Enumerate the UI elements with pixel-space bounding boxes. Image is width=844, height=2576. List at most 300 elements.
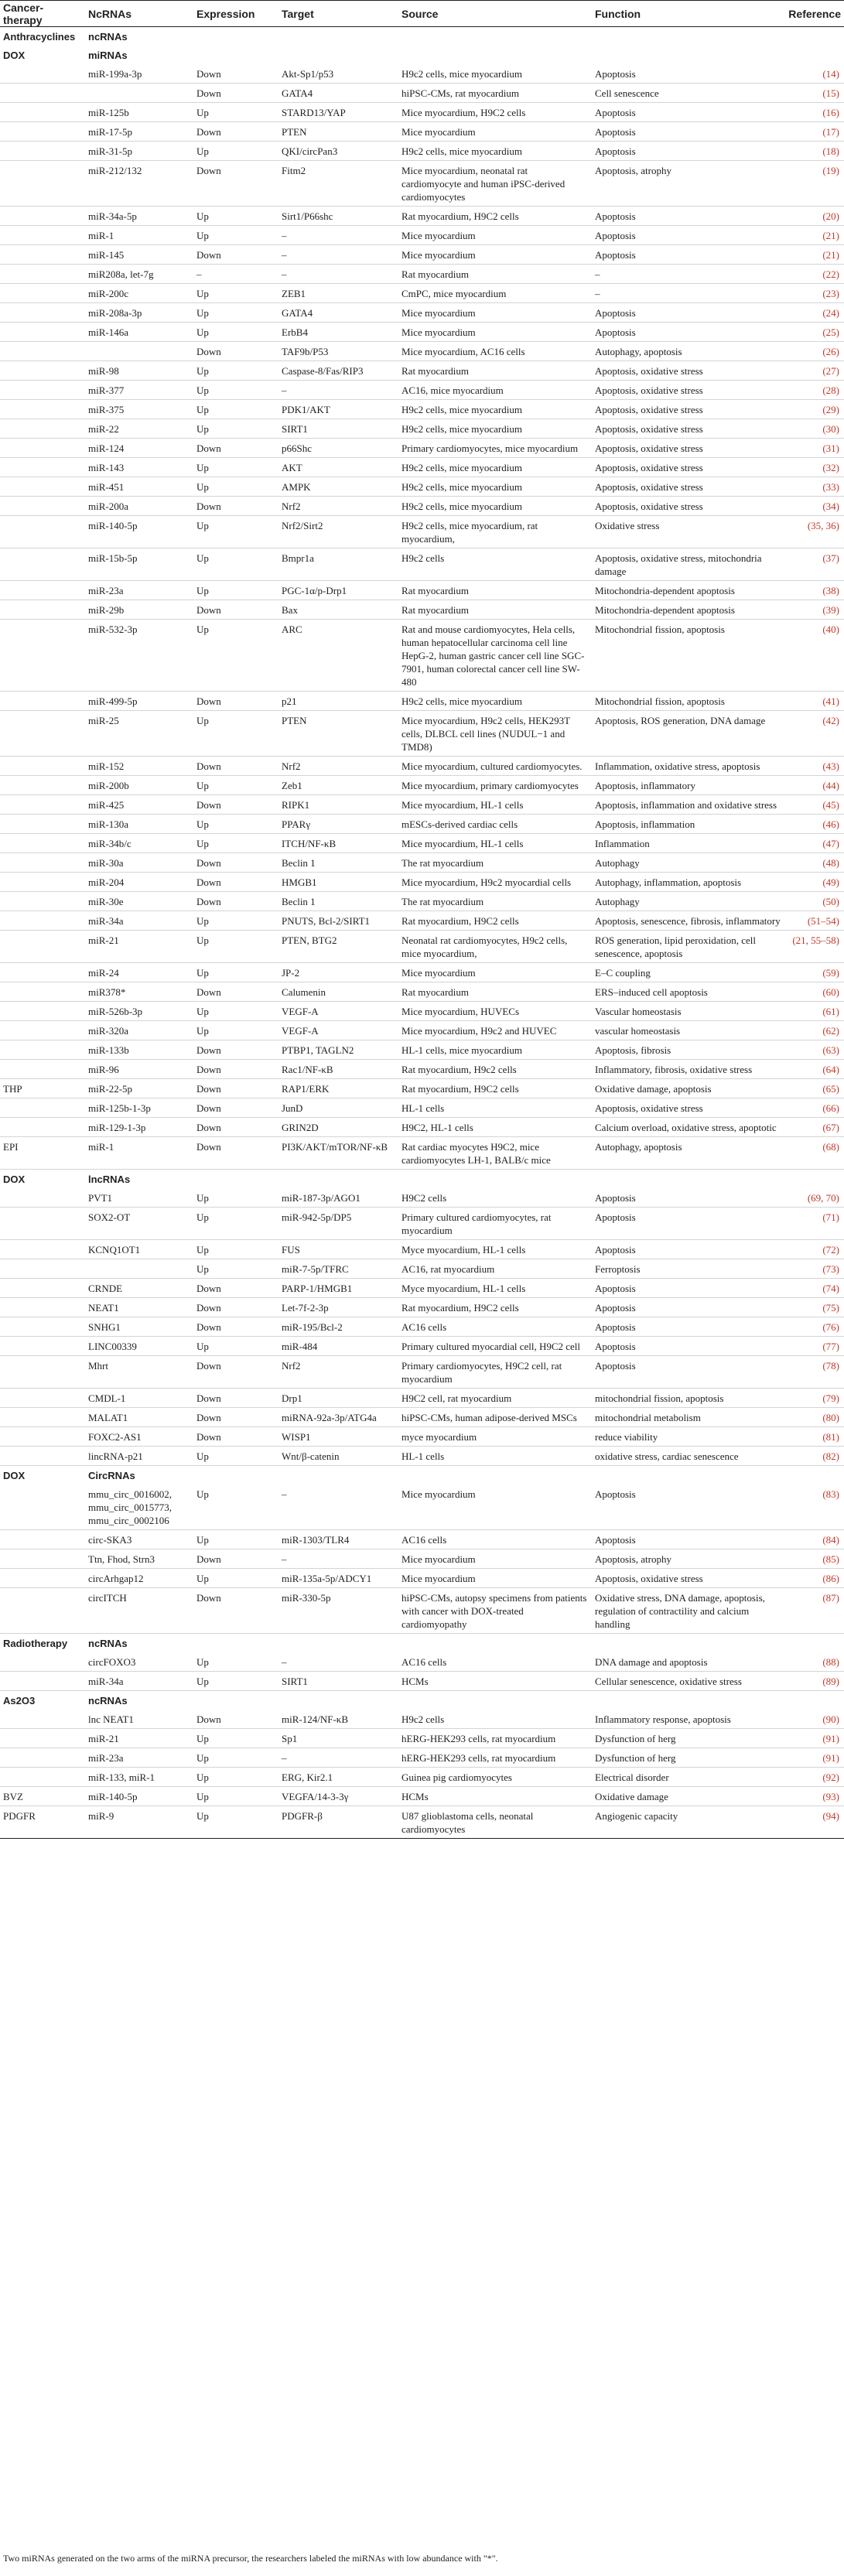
expression-cell: Down [193,873,278,892]
expression-cell [193,27,278,46]
target-cell [278,1170,398,1189]
expression-cell: Up [193,1002,278,1021]
table-row [0,265,844,284]
therapy-cell [0,1748,85,1768]
header-therapy: Cancer-therapy [0,1,85,27]
function-cell: Dysfunction of herg [592,1748,784,1768]
therapy-cell [0,1768,85,1787]
source-cell: Mice myocardium, AC16 cells [398,342,592,361]
table-row [0,1137,844,1170]
target-cell: QKI/circPan3 [278,142,398,161]
reference-cell: (64) [784,1060,844,1079]
expression-cell: Up [193,815,278,834]
target-cell: miR-7-5p/TFRC [278,1259,398,1279]
function-cell: Apoptosis [592,1484,784,1530]
reference-cell: (89) [784,1672,844,1691]
reference-cell: (49) [784,873,844,892]
table-row [0,1298,844,1317]
ncrna-cell: miR-140-5p [85,516,193,548]
expression-cell: Up [193,458,278,477]
ncrna-cell: miR378* [85,982,193,1002]
therapy-cell [0,548,85,581]
table-row [0,600,844,620]
reference-cell: (84) [784,1530,844,1549]
reference-cell: (23) [784,284,844,303]
function-cell: Autophagy [592,892,784,911]
therapy-cell [0,692,85,711]
therapy-cell [0,931,85,963]
ncrna-cell: miR-31-5p [85,142,193,161]
target-cell: GATA4 [278,303,398,323]
function-cell: Apoptosis [592,1240,784,1259]
function-cell: Inflammatory, fibrosis, oxidative stress [592,1060,784,1079]
ncrna-cell: miR-24 [85,963,193,982]
target-cell [278,1691,398,1710]
source-cell: Rat cardiac myocytes H9C2, mice cardiomyocytes LH-1, BALB/c mice [398,1137,592,1170]
function-cell: Apoptosis [592,303,784,323]
therapy-cell [0,620,85,692]
expression-cell: Down [193,692,278,711]
ncrna-cell: miR-146a [85,323,193,342]
target-cell: miR-942-5p/DP5 [278,1208,398,1240]
ncrna-cell: circArhgap12 [85,1569,193,1588]
target-cell: miR-330-5p [278,1588,398,1634]
therapy-cell [0,1021,85,1040]
therapy-cell [0,1408,85,1427]
source-cell: AC16, rat myocardium [398,1259,592,1279]
expression-cell: Down [193,497,278,516]
therapy-cell [0,161,85,207]
source-cell [398,1170,592,1189]
target-cell: Beclin 1 [278,892,398,911]
target-cell: PTEN, BTG2 [278,931,398,963]
target-cell: Akt-Sp1/p53 [278,64,398,84]
expression-cell: Down [193,1079,278,1098]
expression-cell: Down [193,1040,278,1060]
function-cell: Apoptosis [592,226,784,245]
function-cell: Inflammation [592,834,784,853]
ncrna-cell: miR-140-5p [85,1787,193,1806]
therapy-cell: As2O3 [3,1695,36,1707]
therapy-cell [0,103,85,122]
source-cell: Primary cultured cardiomyocytes, rat myocardium [398,1208,592,1240]
function-cell: Apoptosis [592,142,784,161]
table-row [0,1787,844,1806]
ncrna-cell: miR-30a [85,853,193,873]
target-cell: FUS [278,1240,398,1259]
therapy-cell [0,1427,85,1447]
source-cell: Rat myocardium, H9C2 cells [398,1079,592,1098]
source-cell: Primary cardiomyocytes, mice myocardium [398,439,592,458]
source-cell: HL-1 cells, mice myocardium [398,1040,592,1060]
function-cell: Apoptosis, oxidative stress [592,458,784,477]
source-cell: HL-1 cells [398,1098,592,1118]
reference-cell: (66) [784,1098,844,1118]
table-row [0,1002,844,1021]
therapy-cell [0,1356,85,1389]
ncrna-cell: miR-145 [85,245,193,265]
source-cell: Myce myocardium, HL-1 cells [398,1279,592,1298]
source-cell: AC16, mice myocardium [398,381,592,400]
target-cell: p21 [278,692,398,711]
therapy-cell [0,1549,85,1569]
therapy-cell [0,1118,85,1137]
function-cell: reduce viability [592,1427,784,1447]
therapy-cell: Anthracyclines [3,31,76,43]
source-cell: Mice myocardium [398,122,592,142]
reference-cell: (91) [784,1729,844,1748]
source-cell: H9c2 cells, mice myocardium [398,477,592,497]
ncrna-cell: miR-34a-5p [85,207,193,226]
function-cell: Apoptosis, atrophy [592,1549,784,1569]
expression-cell: Down [193,982,278,1002]
reference-cell: (26) [784,342,844,361]
expression-cell: Up [193,963,278,982]
source-cell: H9C2, HL-1 cells [398,1118,592,1137]
ncrna-cell: miR-152 [85,757,193,776]
function-cell: Vascular homeostasis [592,1002,784,1021]
expression-cell: Up [193,711,278,757]
ncrna-cell: miR-320a [85,1021,193,1040]
expression-cell: Down [193,1408,278,1427]
ncrna-cell: miR-526b-3p [85,1002,193,1021]
ncrna-cell: miR-129-1-3p [85,1118,193,1137]
table-row [0,122,844,142]
function-cell: Apoptosis, oxidative stress [592,361,784,381]
target-cell: Bax [278,600,398,620]
function-cell: Apoptosis, oxidative stress [592,400,784,419]
source-cell: Mice myocardium [398,1549,592,1569]
reference-cell: (82) [784,1447,844,1466]
source-cell: Mice myocardium, H9c2 myocardial cells [398,873,592,892]
target-cell: Rac1/NF-κB [278,1060,398,1079]
source-cell [398,1634,592,1653]
reference-cell: (15) [784,84,844,103]
table-row [0,1208,844,1240]
function-cell: Apoptosis [592,1356,784,1389]
function-cell: Apoptosis [592,103,784,122]
therapy-cell [0,342,85,361]
therapy-cell [0,1040,85,1060]
reference-cell: (90) [784,1710,844,1729]
expression-cell: Down [193,161,278,207]
target-cell: miR-124/NF-κB [278,1710,398,1729]
target-cell [278,1466,398,1485]
target-cell: PI3K/AKT/mTOR/NF-κB [278,1137,398,1170]
target-cell: Nrf2 [278,757,398,776]
expression-cell: Up [193,1208,278,1240]
ncrna-cell: miR-21 [85,931,193,963]
source-cell: Rat myocardium, H9C2 cells [398,1298,592,1317]
function-cell: Apoptosis, atrophy [592,161,784,207]
expression-cell: Up [193,477,278,497]
function-cell [592,27,784,46]
target-cell: miR-195/Bcl-2 [278,1317,398,1337]
source-cell: hERG-HEK293 cells, rat myocardium [398,1729,592,1748]
source-cell: Rat and mouse cardiomyocytes, Hela cells, human hepatocellular carcinoma cell line HepG-2, human gastric cancer cell line SGC-7901, human colorectal cancer cell line SW-480 [398,620,592,692]
reference-cell: (25) [784,323,844,342]
table-row [0,911,844,931]
target-cell: – [278,265,398,284]
therapy-cell [0,207,85,226]
reference-cell: (17) [784,122,844,142]
target-cell: ERG, Kir2.1 [278,1768,398,1787]
function-cell: Apoptosis [592,1317,784,1337]
ncrna-cell [85,84,193,103]
source-cell: H9c2 cells [398,548,592,581]
target-cell: SIRT1 [278,1672,398,1691]
table-row [0,1427,844,1447]
target-cell: miR-135a-5p/ADCY1 [278,1569,398,1588]
target-cell: WISP1 [278,1427,398,1447]
reference-cell: (21, 55–58) [784,931,844,963]
therapy-cell [0,226,85,245]
therapy-cell: Radiotherapy [3,1638,68,1649]
ncrna-cell: miRNAs [88,50,128,61]
function-cell: Autophagy, apoptosis [592,1137,784,1170]
table-row [0,284,844,303]
target-cell: PNUTS, Bcl-2/SIRT1 [278,911,398,931]
target-cell: – [278,245,398,265]
therapy-cell [0,516,85,548]
group-row [0,1170,844,1189]
table-row [0,692,844,711]
ncrna-cell [85,1259,193,1279]
ncrna-cell: lncRNAs [88,1174,131,1185]
target-cell: PPARγ [278,815,398,834]
reference-cell: (61) [784,1002,844,1021]
function-cell: Apoptosis [592,1337,784,1356]
ncrna-cell: lincRNA-p21 [85,1447,193,1466]
ncrna-cell: Ttn, Fhod, Strn3 [85,1549,193,1569]
reference-cell: (92) [784,1768,844,1787]
therapy-cell [0,600,85,620]
expression-cell: Up [193,284,278,303]
table-row [0,439,844,458]
table-row [0,1768,844,1787]
ncrna-cell: KCNQ1OT1 [85,1240,193,1259]
target-cell: – [278,1748,398,1768]
target-cell: Drp1 [278,1389,398,1408]
expression-cell [193,46,278,64]
ncrna-cell: miR-204 [85,873,193,892]
ncrna-cell: miR-15b-5p [85,548,193,581]
function-cell: ERS–induced cell apoptosis [592,982,784,1002]
therapy-cell [0,458,85,477]
function-cell: Mitochondrial fission, apoptosis [592,620,784,692]
source-cell: hiPSC-CMs, autopsy specimens from patients with cancer with DOX-treated cardiomyopathy [398,1588,592,1634]
reference-cell: (30) [784,419,844,439]
therapy-cell [0,1389,85,1408]
function-cell: Oxidative stress [592,516,784,548]
source-cell: hiPSC-CMs, rat myocardium [398,84,592,103]
target-cell: Wnt/β-catenin [278,1447,398,1466]
target-cell: PTBP1, TAGLN2 [278,1040,398,1060]
target-cell: miRNA-92a-3p/ATG4a [278,1408,398,1427]
expression-cell: Down [193,1427,278,1447]
reference-cell [784,1170,844,1189]
therapy-cell [0,1298,85,1317]
expression-cell: Up [193,1748,278,1768]
function-cell: Apoptosis [592,245,784,265]
table-row [0,1279,844,1298]
target-cell: Nrf2 [278,1356,398,1389]
reference-cell: (28) [784,381,844,400]
target-cell: Sp1 [278,1729,398,1748]
target-cell [278,1634,398,1653]
therapy-cell [0,381,85,400]
reference-cell: (27) [784,361,844,381]
ncrna-cell: CRNDE [85,1279,193,1298]
reference-cell: (75) [784,1298,844,1317]
therapy-cell [0,400,85,419]
function-cell: Ferroptosis [592,1259,784,1279]
expression-cell: Up [193,620,278,692]
expression-cell: Down [193,245,278,265]
therapy-cell [0,477,85,497]
source-cell: Rat myocardium [398,982,592,1002]
table-row [0,1549,844,1569]
source-cell: The rat myocardium [398,853,592,873]
therapy-cell [0,853,85,873]
expression-cell: Up [193,1240,278,1259]
function-cell: Apoptosis, oxidative stress [592,1569,784,1588]
expression-cell: Up [193,1337,278,1356]
ncrna-cell: miR-29b [85,600,193,620]
expression-cell: Down [193,1137,278,1170]
target-cell: Caspase-8/Fas/RIP3 [278,361,398,381]
reference-cell: (21) [784,226,844,245]
reference-cell: (37) [784,548,844,581]
source-cell: H9c2 cells, mice myocardium [398,142,592,161]
source-cell [398,27,592,46]
ncrna-cell: circFOXO3 [85,1652,193,1672]
expression-cell: Up [193,1672,278,1691]
ncrna-cell: miR-208a-3p [85,303,193,323]
expression-cell: Down [193,1317,278,1337]
target-cell: – [278,381,398,400]
table-row [0,516,844,548]
ncrna-cell: SNHG1 [85,1317,193,1337]
table-row [0,245,844,265]
ncrna-cell: CMDL-1 [85,1389,193,1408]
function-cell: mitochondrial metabolism [592,1408,784,1427]
therapy-cell [0,963,85,982]
target-cell: VEGFA/14-3-3γ [278,1787,398,1806]
source-cell: AC16 cells [398,1530,592,1549]
function-cell: Apoptosis [592,1298,784,1317]
target-cell: PARP-1/HMGB1 [278,1279,398,1298]
source-cell: H9c2 cells, mice myocardium [398,419,592,439]
therapy-cell [0,64,85,84]
function-cell: Apoptosis [592,323,784,342]
reference-cell: (18) [784,142,844,161]
source-cell [398,46,592,64]
function-cell: Apoptosis [592,64,784,84]
function-cell: Apoptosis, inflammatory [592,776,784,795]
expression-cell: Up [193,1806,278,1839]
target-cell: ZEB1 [278,284,398,303]
source-cell: Mice myocardium, HUVECs [398,1002,592,1021]
function-cell: mitochondrial fission, apoptosis [592,1389,784,1408]
expression-cell: Down [193,1279,278,1298]
source-cell: Mice myocardium [398,1484,592,1530]
function-cell: Apoptosis [592,122,784,142]
ncrna-cell: ncRNAs [88,31,128,43]
table-row [0,497,844,516]
expression-cell: Up [193,548,278,581]
reference-cell: (86) [784,1569,844,1588]
target-cell: ErbB4 [278,323,398,342]
reference-cell: (88) [784,1652,844,1672]
header-ncrna: NcRNAs [85,1,193,27]
function-cell: Autophagy, inflammation, apoptosis [592,873,784,892]
source-cell: Mice myocardium [398,323,592,342]
function-cell: Electrical disorder [592,1768,784,1787]
therapy-cell [0,834,85,853]
reference-cell: (32) [784,458,844,477]
reference-cell: (41) [784,692,844,711]
reference-cell: (67) [784,1118,844,1137]
expression-cell: Up [193,1652,278,1672]
expression-cell: Up [193,142,278,161]
ncrna-cell: lnc NEAT1 [85,1710,193,1729]
reference-cell: (43) [784,757,844,776]
source-cell: Mice myocardium, primary cardiomyocytes [398,776,592,795]
ncrna-cell: miR-375 [85,400,193,419]
table-row [0,711,844,757]
therapy-cell [0,815,85,834]
source-cell: Mice myocardium, neonatal rat cardiomyocyte and human iPSC-derived cardiomyocytes [398,161,592,207]
expression-cell: Up [193,1729,278,1748]
reference-cell: (76) [784,1317,844,1337]
ncrna-cell: miR-143 [85,458,193,477]
ncrna-cell: miR-23a [85,1748,193,1768]
table-row [0,1060,844,1079]
source-cell: Mice myocardium, cultured cardiomyocytes. [398,757,592,776]
source-cell: Rat myocardium [398,600,592,620]
reference-cell: (14) [784,64,844,84]
expression-cell: Up [193,1021,278,1040]
expression-cell: Up [193,1530,278,1549]
target-cell: PDGFR-β [278,1806,398,1839]
ncrna-cell: FOXC2-AS1 [85,1427,193,1447]
ncrna-cell: NEAT1 [85,1298,193,1317]
therapy-cell [0,1259,85,1279]
therapy-cell: BVZ [0,1787,85,1806]
table-row [0,103,844,122]
target-cell: PTEN [278,122,398,142]
source-cell: The rat myocardium [398,892,592,911]
table-row [0,1588,844,1634]
function-cell: Apoptosis, inflammation and oxidative stress [592,795,784,815]
function-cell: Apoptosis [592,1279,784,1298]
source-cell: Neonatal rat cardiomyocytes, H9c2 cells, mice myocardium, [398,931,592,963]
target-cell: GATA4 [278,84,398,103]
table-row [0,548,844,581]
table-row [0,226,844,245]
source-cell: H9c2 cells, mice myocardium [398,400,592,419]
therapy-cell [0,1240,85,1259]
target-cell: GRIN2D [278,1118,398,1137]
table-row [0,207,844,226]
reference-cell: (83) [784,1484,844,1530]
source-cell: AC16 cells [398,1317,592,1337]
therapy-cell [0,1208,85,1240]
table-row [0,142,844,161]
reference-cell: (39) [784,600,844,620]
table-row [0,303,844,323]
